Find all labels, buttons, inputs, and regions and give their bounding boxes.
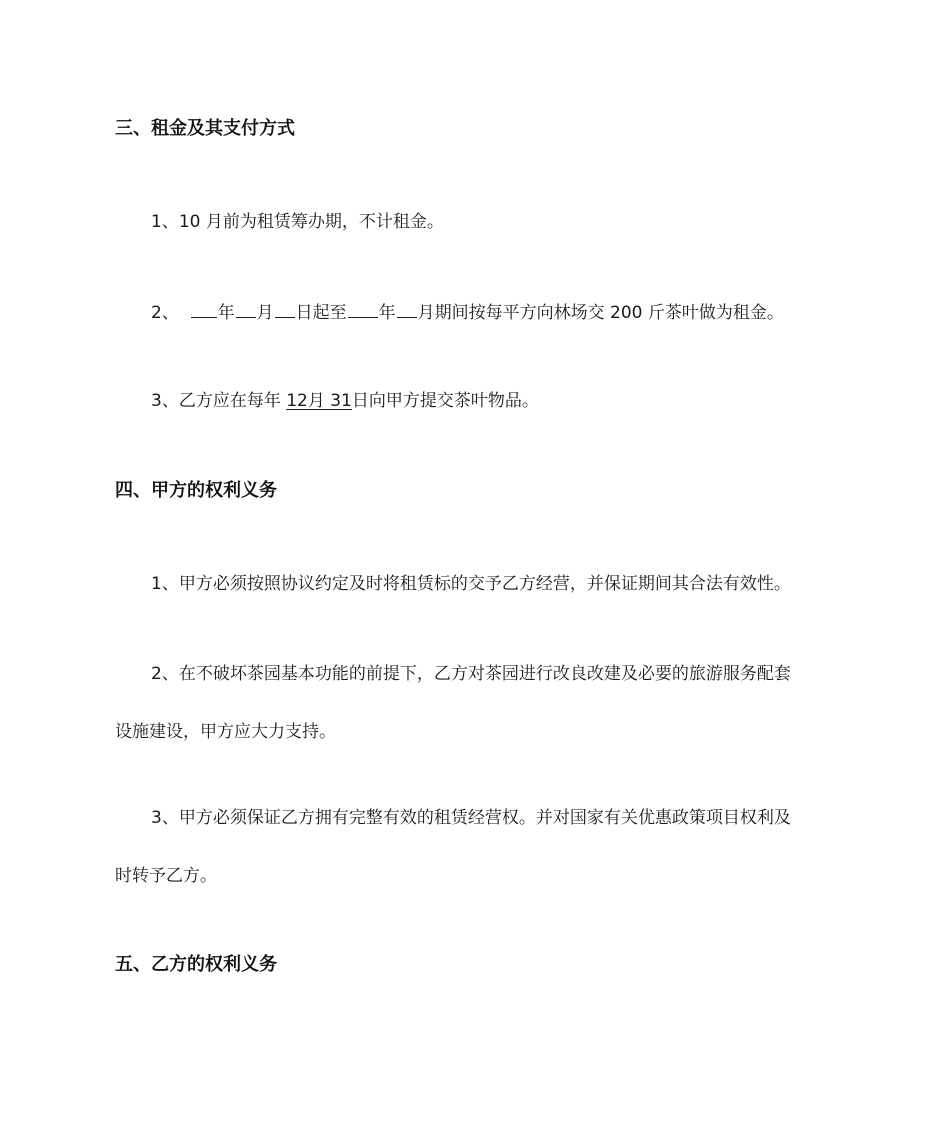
party-a-clause-2-line1: 2、在不破坏茶园基本功能的前提下，乙方对茶园进行改良改建及必要的旅游服务配套 xyxy=(151,664,791,684)
rent-clause-1 xyxy=(115,210,840,234)
rent-clause-2 xyxy=(115,299,840,323)
party-a-clause-2-line2: 设施建设，甲方应大力支持。 xyxy=(115,722,336,742)
blank-year-end xyxy=(348,299,378,318)
rent-clause-3-day-value: 31 xyxy=(330,391,352,411)
blank-day-start xyxy=(275,299,295,318)
blank-year-start xyxy=(191,299,217,318)
party-a-clause-1 xyxy=(115,572,840,596)
rent-clause-3-rest: 日向甲方提交茶叶物品。 xyxy=(351,391,539,411)
rent-clause-3-month-value: 12 xyxy=(286,391,308,411)
rent-clause-2-prefix: 2、 xyxy=(151,303,179,323)
party-a-clause-1-text: 1、甲方必须按照协议约定及时将租赁标的交予乙方经营，并保证期间其合法有效性。 xyxy=(151,574,791,594)
rent-clause-2-text xyxy=(115,299,840,323)
rent-clause-2-day1: 日起至 xyxy=(295,303,347,323)
rent-clause-2-month1: 月 xyxy=(256,303,274,323)
section-heading-party-a: 四、甲方的权利义务 xyxy=(115,480,277,501)
section-heading-party-b: 五、乙方的权利义务 xyxy=(115,954,277,975)
section-heading-rent: 三、租金及其支付方式 xyxy=(115,118,295,139)
party-a-clause-3-line2: 时转予乙方。 xyxy=(115,866,217,886)
rent-clause-3-month-unit: 月 xyxy=(307,391,331,411)
rent-clause-3 xyxy=(115,389,840,413)
rent-clause-2-rest: 月期间按每平方向林场交 200 斤茶叶做为租金。 xyxy=(417,303,784,323)
rent-clause-2-year1: 年 xyxy=(217,303,235,323)
party-a-clause-2 xyxy=(115,662,840,744)
party-a-clause-3 xyxy=(115,806,840,888)
rent-clause-3-prefix: 3、乙方应在每年 xyxy=(151,391,287,411)
blank-month-end xyxy=(397,299,417,318)
blank-month-start xyxy=(236,299,256,318)
rent-clause-1-text: 1、10 月前为租赁筹办期，不计租金。 xyxy=(151,212,444,232)
party-a-clause-3-line1: 3、甲方必须保证乙方拥有完整有效的租赁经营权。并对国家有关优惠政策项目权利及 xyxy=(151,808,791,828)
rent-clause-2-year2: 年 xyxy=(378,303,396,323)
rent-clause-3-text xyxy=(115,389,840,413)
